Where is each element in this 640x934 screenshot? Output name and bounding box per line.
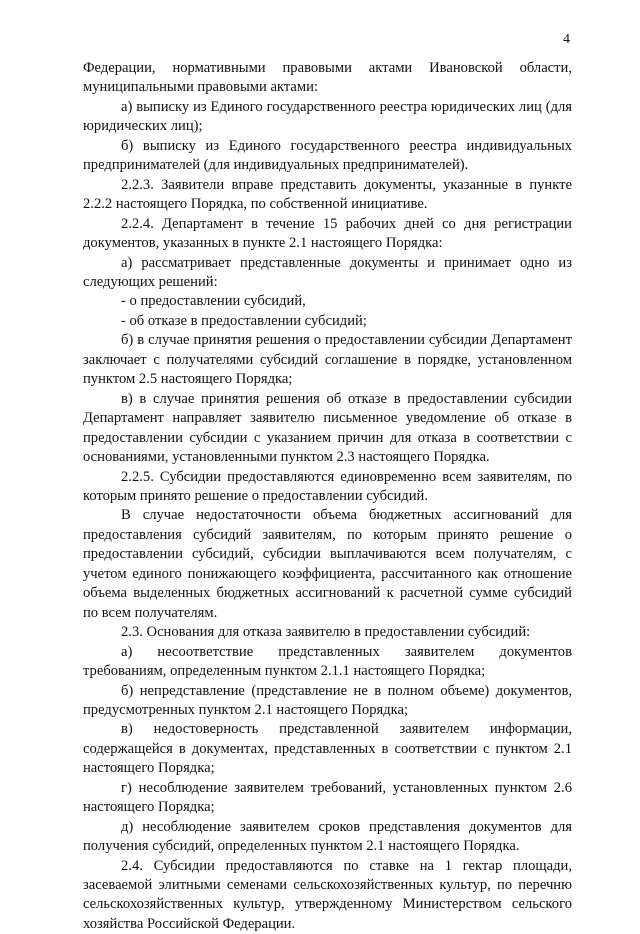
paragraph: д) несоблюдение заявителем сроков представления документов для получения субсидий, определенных пунктом 2.1 настоящего Порядка. xyxy=(83,818,572,855)
paragraph: - об отказе в предоставлении субсидий; xyxy=(121,312,367,329)
paragraph: 2.3. Основания для отказа заявителю в предоставлении субсидий: xyxy=(121,624,531,641)
paragraph: - о предоставлении субсидий, xyxy=(121,293,306,310)
paragraph: г) несоблюдение заявителем требований, установленных пунктом 2.6 настоящего Порядка; xyxy=(83,779,572,816)
paragraph: а) рассматривает представленные документы и принимает одно из следующих решений: xyxy=(83,254,572,290)
paragraph: 2.4. Субсидии предоставляются по ставке на 1 гектар площади, засеваемой элитными семенами сельскохозяйственных культур, по перечню сельскохозяйственных культур, утвержденному Министерством сельского хозяйства Российской Федерации. xyxy=(83,857,572,932)
page-number: 4 xyxy=(563,32,570,47)
paragraph: В случае недостаточности объема бюджетных ассигнований для предоставления субсидий заявителям, по которым принято решение о предоставлении субсидий, субсидии выплачиваются всем получателям, с учетом единого понижающего коэффициента, рассчитанного как отношение объема выделенных бюджетных ассигнований к расчетной сумме субсидий по всем получателям. xyxy=(83,507,572,621)
paragraph: б) в случае принятия решения о предоставлении субсидии Департамент заключает с получателями субсидий соглашение в порядке, установленном пунктом 2.5 настоящего Порядка; xyxy=(83,332,572,388)
paragraph: 2.2.3. Заявители вправе представить документы, указанные в пункте 2.2.2 настоящего Порядка, по собственной инициативе. xyxy=(83,176,572,213)
paragraph: 2.2.5. Субсидии предоставляются единовременно всем заявителям, по которым принято решение о предоставлении субсидий. xyxy=(83,468,572,504)
paragraph: а) несоответствие представленных заявителем документов требованиям, определенным пунктом 2.1.1 настоящего Порядка; xyxy=(83,643,572,680)
paragraph: 2.2.4. Департамент в течение 15 рабочих дней со дня регистрации документов, указанных в пункте 2.1 настоящего Порядка: xyxy=(83,215,572,252)
paragraph: Федерации, нормативными правовыми актами Ивановской области, муниципальными правовыми актами: xyxy=(83,60,572,96)
document-body xyxy=(83,59,572,934)
paragraph: а) выписку из Единого государственного реестра юридических лиц (для юридических лиц); xyxy=(83,98,572,135)
paragraph: б) выписку из Единого государственного реестра индивидуальных предпринимателей (для индивидуальных предпринимателей). xyxy=(83,137,572,174)
paragraph: в) недостоверность представленной заявителем информации, содержащейся в документах, представленных в соответствии с пунктом 2.1 настоящего Порядка; xyxy=(83,721,572,777)
paragraph: в) в случае принятия решения об отказе в предоставлении субсидии Департамент направляет заявителю письменное уведомление об отказе в предоставлении субсидии с указанием причин для отказа в соответствии с основаниями, установленными пунктом 2.3 настоящего Порядка. xyxy=(83,390,572,466)
paragraph: б) непредставление (представление не в полном объеме) документов, предусмотренных пунктом 2.1 настоящего Порядка; xyxy=(83,682,572,718)
